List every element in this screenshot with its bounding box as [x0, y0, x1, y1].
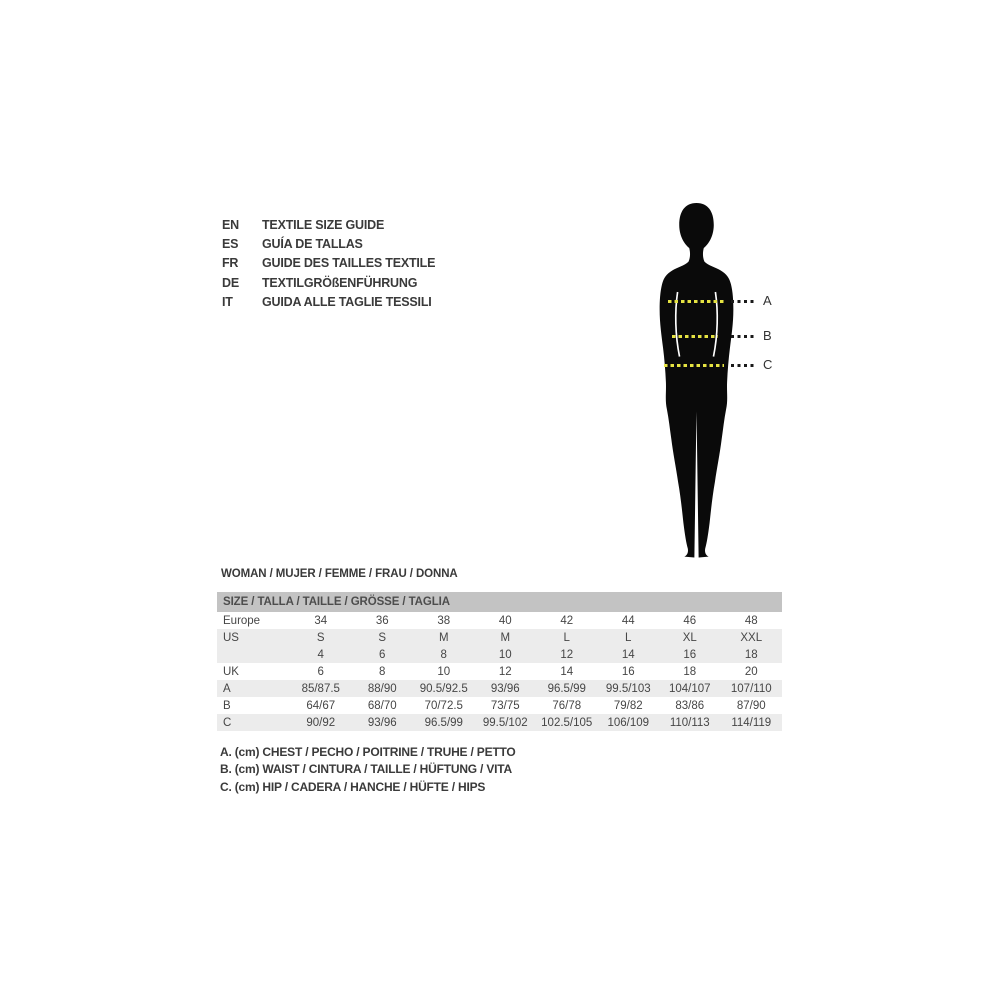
size-cell: 44	[621, 614, 635, 627]
language-label: TEXTILE SIZE GUIDE	[262, 217, 385, 232]
size-cell: 46	[683, 614, 697, 627]
size-cell: 10	[437, 665, 451, 678]
table-header: SIZE / TALLA / TAILLE / GRÖSSE / TAGLIA	[217, 592, 782, 612]
marker-label: C	[763, 357, 773, 372]
size-cell: 34	[314, 614, 328, 627]
size-cell: 87/90	[736, 699, 766, 712]
size-cell: 6	[379, 648, 386, 661]
language-code: ES	[222, 237, 239, 252]
language-label: GUÍA DE TALLAS	[262, 237, 363, 252]
language-code: FR	[222, 256, 239, 271]
size-cell: 93/96	[490, 682, 520, 695]
measure-dash-yellow	[668, 300, 724, 303]
size-cell: 102.5/105	[541, 716, 593, 729]
size-cell: 93/96	[367, 716, 397, 729]
row-label: US	[223, 631, 239, 644]
language-row	[222, 273, 435, 292]
language-code: EN	[222, 217, 239, 232]
size-cell: 16	[683, 648, 697, 661]
size-cell: 90.5/92.5	[419, 682, 468, 695]
size-cell: S	[316, 631, 325, 644]
size-cell: 8	[379, 665, 386, 678]
size-cell: 18	[683, 665, 697, 678]
language-code: DE	[222, 275, 239, 290]
size-cell: 18	[744, 648, 758, 661]
size-cell: 73/75	[490, 699, 520, 712]
size-cell: 96.5/99	[547, 682, 586, 695]
language-row	[222, 293, 435, 312]
size-cell: 68/70	[367, 699, 397, 712]
legend-line: B. (cm) WAIST / CINTURA / TAILLE / HÜFTUNG / VITA	[220, 762, 512, 777]
size-cell: S	[378, 631, 387, 644]
size-cell: 104/107	[668, 682, 711, 695]
size-cell: 4	[317, 648, 324, 661]
size-cell: 79/82	[613, 699, 643, 712]
size-cell: M	[438, 631, 449, 644]
size-cell: 110/113	[669, 716, 710, 729]
woman-silhouette	[648, 202, 745, 564]
size-table	[217, 592, 782, 731]
language-list	[222, 215, 435, 312]
size-cell: 107/110	[730, 682, 772, 695]
size-cell: 114/119	[731, 716, 772, 729]
size-cell: L	[625, 631, 632, 644]
size-cell: 76/78	[552, 699, 582, 712]
size-cell: 90/92	[306, 716, 336, 729]
language-label: GUIDE DES TAILLES TEXTILE	[262, 256, 436, 271]
size-cell: 48	[744, 614, 758, 627]
legend-line: A. (cm) CHEST / PECHO / POITRINE / TRUHE / PETTO	[220, 745, 516, 759]
measure-dash-yellow	[672, 335, 718, 338]
size-cell: 38	[437, 614, 451, 627]
measure-dash-black	[731, 300, 757, 303]
table-row	[217, 680, 782, 697]
size-cell: 36	[375, 614, 389, 627]
language-row	[222, 215, 435, 234]
size-cell: M	[500, 631, 511, 644]
size-cell: 14	[621, 648, 635, 661]
size-cell: L	[563, 631, 570, 644]
size-cell: 88/90	[367, 682, 397, 695]
size-cell: 83/86	[675, 699, 705, 712]
size-cell: 42	[560, 614, 574, 627]
size-cell: 14	[560, 665, 574, 678]
size-cell: 106/109	[607, 716, 650, 729]
measurement-legend	[220, 744, 516, 796]
size-cell: 6	[317, 665, 324, 678]
measure-dash-yellow	[664, 364, 724, 367]
table-row	[217, 629, 782, 646]
marker-label: A	[763, 293, 772, 308]
measure-dash-black	[731, 364, 757, 367]
language-label: TEXTILGRÖßENFÜHRUNG	[262, 275, 418, 290]
size-cell: XXL	[740, 631, 763, 644]
table-row	[217, 646, 782, 663]
size-cell: 20	[744, 665, 758, 678]
table-row	[217, 697, 782, 714]
row-label: A	[223, 682, 231, 695]
row-label: C	[223, 716, 232, 729]
size-cell: 85/87.5	[301, 682, 340, 695]
language-row	[222, 234, 435, 253]
size-cell: 96.5/99	[424, 716, 463, 729]
row-label: UK	[223, 665, 239, 678]
size-cell: XL	[682, 631, 697, 644]
size-cell: 12	[498, 665, 512, 678]
size-cell: 99.5/103	[605, 682, 651, 695]
row-label: Europe	[223, 614, 261, 627]
size-cell: 40	[498, 614, 512, 627]
size-cell: 64/67	[306, 699, 336, 712]
size-cell: 8	[440, 648, 447, 661]
size-cell: 12	[560, 648, 574, 661]
legend-line: C. (cm) HIP / CADERA / HANCHE / HÜFTE / HIPS	[220, 779, 486, 794]
section-title: WOMAN / MUJER / FEMME / FRAU / DONNA	[221, 568, 458, 580]
row-label: B	[223, 699, 231, 712]
table-row	[217, 663, 782, 680]
language-label: GUIDA ALLE TAGLIE TESSILI	[262, 295, 432, 310]
measure-dash-black	[731, 335, 757, 338]
language-row	[222, 254, 435, 273]
table-body	[217, 612, 782, 731]
size-cell: 16	[621, 665, 635, 678]
size-cell: 99.5/102	[482, 716, 528, 729]
marker-label: B	[763, 328, 772, 343]
size-cell: 10	[498, 648, 512, 661]
table-row	[217, 714, 782, 731]
table-row	[217, 612, 782, 629]
size-cell: 70/72.5	[424, 699, 463, 712]
language-code: IT	[222, 295, 233, 310]
